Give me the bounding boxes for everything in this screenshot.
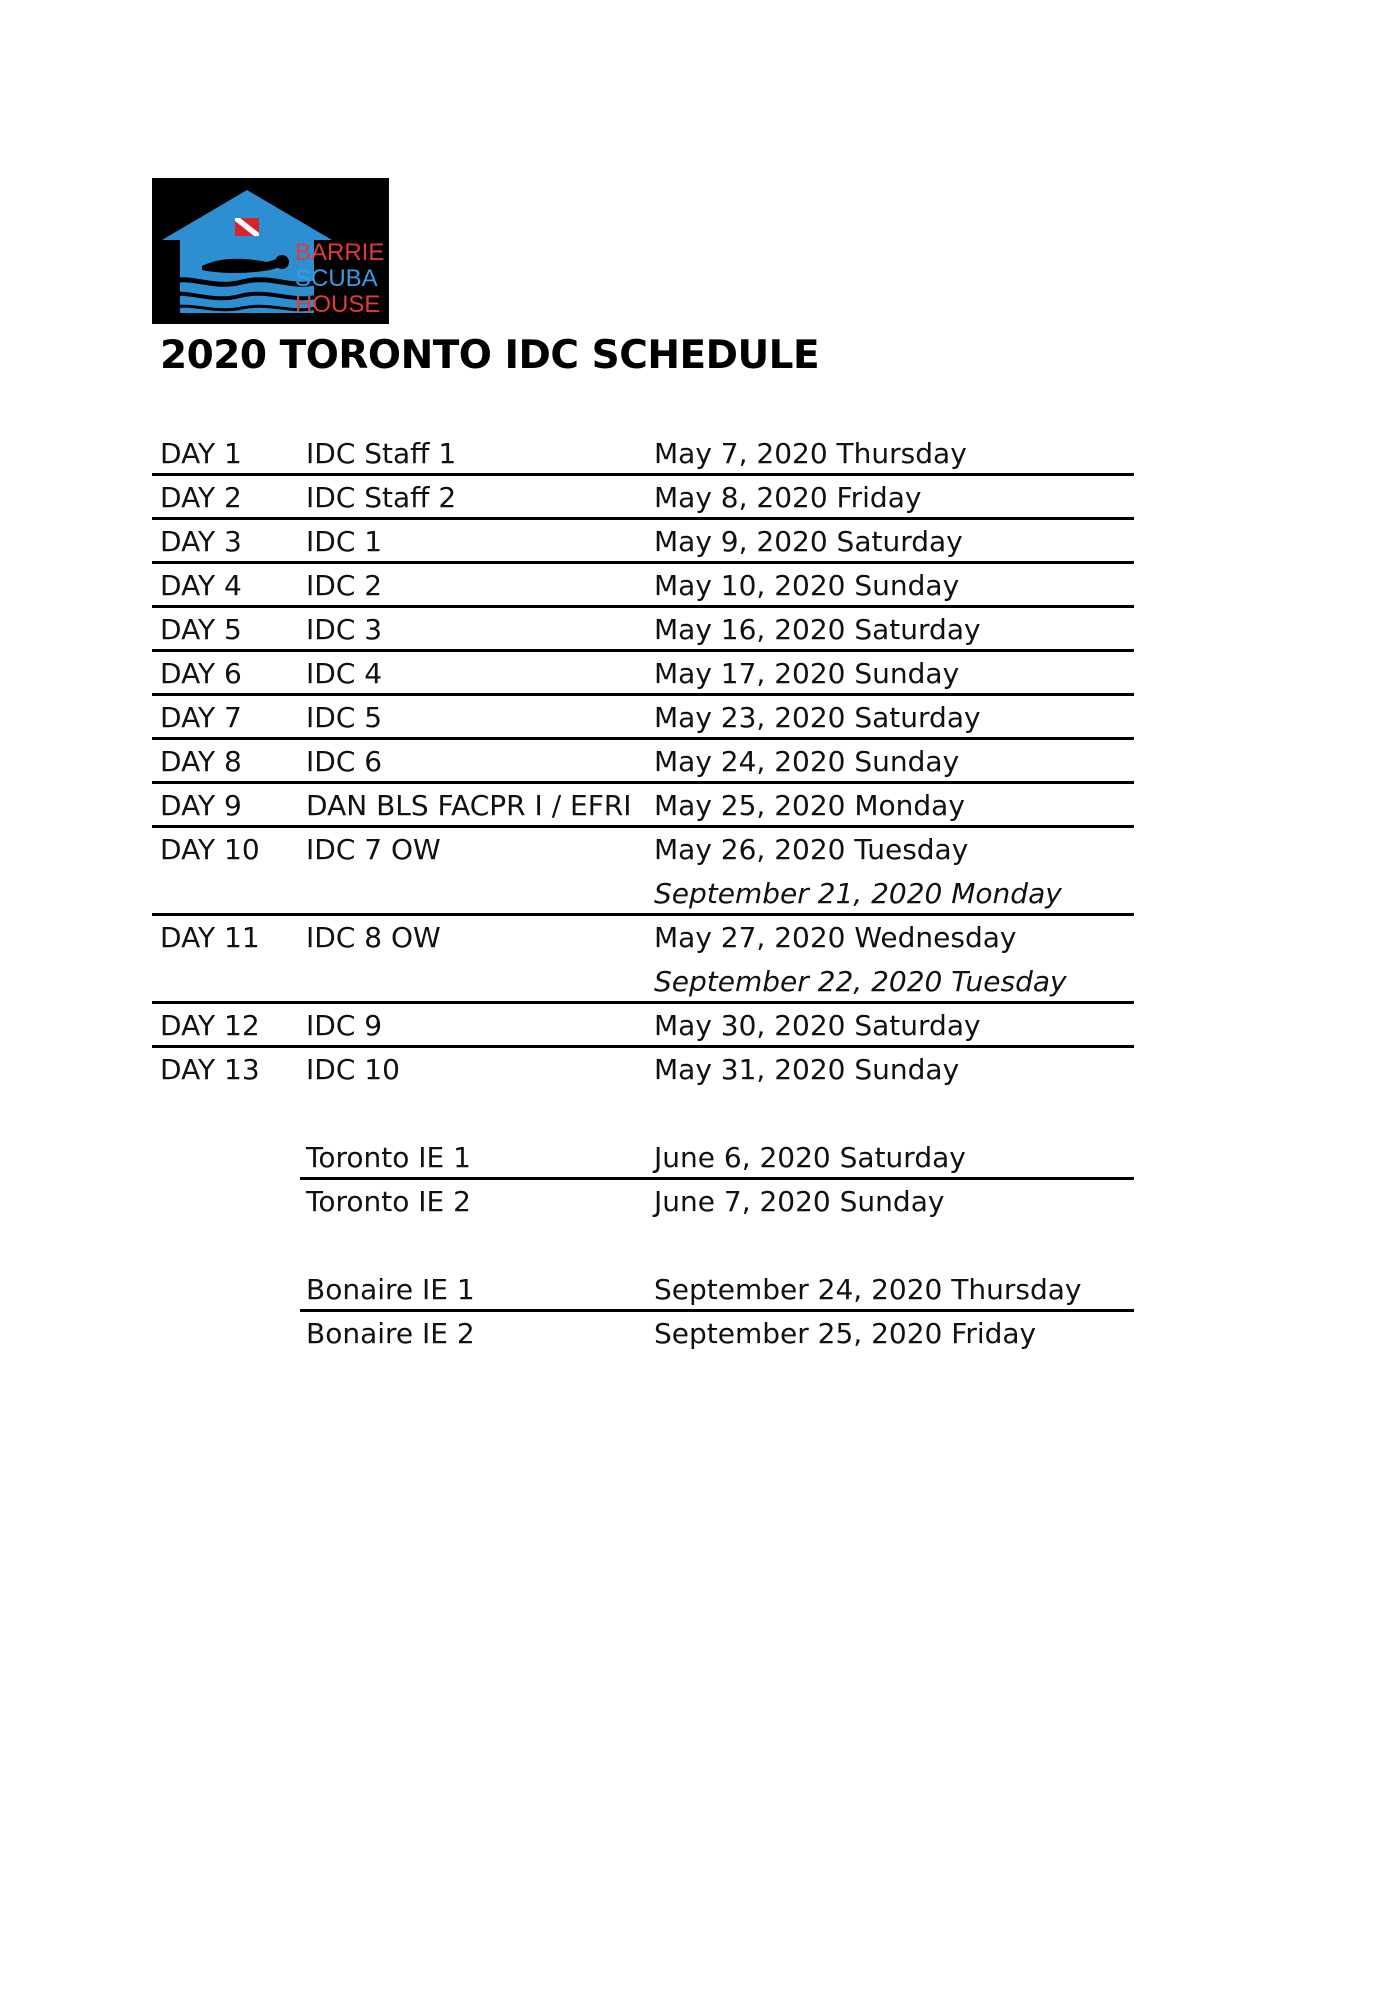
day-label: DAY 13: [160, 1053, 260, 1086]
session-name: Bonaire IE 2: [306, 1317, 475, 1350]
session-name: IDC Staff 2: [306, 481, 457, 514]
schedule-row-day-7: [152, 696, 1134, 740]
day-label: DAY 10: [160, 833, 260, 866]
day-label: DAY 7: [160, 701, 242, 734]
schedule-row-day-9: [152, 784, 1134, 828]
schedule-row-day-1: [152, 432, 1134, 476]
schedule-row-day-11-alt: [152, 960, 1134, 1004]
session-date: May 25, 2020 Monday: [654, 789, 965, 822]
session-date: June 6, 2020 Saturday: [654, 1141, 966, 1174]
session-date: May 10, 2020 Sunday: [654, 569, 960, 602]
session-name: IDC 4: [306, 657, 383, 690]
bonaire-ie-row-2: [300, 1312, 1134, 1356]
schedule-row-day-13: [152, 1048, 1134, 1092]
session-date: September 24, 2020 Thursday: [654, 1273, 1082, 1306]
dive-flag-icon: [235, 218, 259, 236]
session-date: May 16, 2020 Saturday: [654, 613, 981, 646]
session-name: IDC 3: [306, 613, 383, 646]
barrie-scuba-house-logo: [152, 178, 389, 324]
day-label: DAY 4: [160, 569, 242, 602]
session-date: May 9, 2020 Saturday: [654, 525, 963, 558]
session-name: Bonaire IE 1: [306, 1273, 475, 1306]
day-label: DAY 2: [160, 481, 242, 514]
schedule-row-day-10: [152, 828, 1134, 872]
session-name: IDC Staff 1: [306, 437, 457, 470]
logo-text-line-3: HOUSE: [295, 291, 381, 318]
day-label: DAY 8: [160, 745, 242, 778]
session-date: June 7, 2020 Sunday: [654, 1185, 945, 1218]
session-name: IDC 9: [306, 1009, 383, 1042]
session-date: May 30, 2020 Saturday: [654, 1009, 981, 1042]
schedule-row-day-12: [152, 1004, 1134, 1048]
session-name: DAN BLS FACPR I / EFRI: [306, 789, 632, 822]
schedule-row-day-8: [152, 740, 1134, 784]
schedule-row-day-3: [152, 520, 1134, 564]
session-name: IDC 1: [306, 525, 383, 558]
schedule-row-day-4: [152, 564, 1134, 608]
session-alt-date: September 22, 2020 Tuesday: [654, 965, 1067, 998]
schedule-row-day-6: [152, 652, 1134, 696]
session-name: IDC 7 OW: [306, 833, 441, 866]
session-date: September 25, 2020 Friday: [654, 1317, 1037, 1350]
session-date: May 27, 2020 Wednesday: [654, 921, 1017, 954]
day-label: DAY 9: [160, 789, 242, 822]
session-name: IDC 2: [306, 569, 383, 602]
session-name: IDC 10: [306, 1053, 400, 1086]
day-label: DAY 5: [160, 613, 242, 646]
schedule-row-day-5: [152, 608, 1134, 652]
session-date: May 24, 2020 Sunday: [654, 745, 960, 778]
day-label: DAY 1: [160, 437, 242, 470]
schedule-row-day-2: [152, 476, 1134, 520]
session-name: IDC 8 OW: [306, 921, 441, 954]
toronto-ie-row-2: [300, 1180, 1134, 1224]
session-date: May 31, 2020 Sunday: [654, 1053, 960, 1086]
day-label: DAY 6: [160, 657, 242, 690]
session-date: May 17, 2020 Sunday: [654, 657, 960, 690]
session-alt-date: September 21, 2020 Monday: [654, 877, 1062, 910]
page-title: 2020 TORONTO IDC SCHEDULE: [160, 333, 820, 378]
toronto-ie-row-1: [300, 1136, 1134, 1180]
schedule-row-day-10-alt: [152, 872, 1134, 916]
session-date: May 8, 2020 Friday: [654, 481, 922, 514]
session-date: May 26, 2020 Tuesday: [654, 833, 969, 866]
schedule-row-day-11: [152, 916, 1134, 960]
day-label: DAY 12: [160, 1009, 260, 1042]
session-name: Toronto IE 1: [306, 1141, 471, 1174]
day-label: DAY 11: [160, 921, 260, 954]
logo-text-line-2: SCUBA: [295, 265, 378, 292]
session-date: May 23, 2020 Saturday: [654, 701, 981, 734]
session-name: IDC 5: [306, 701, 383, 734]
logo-text-line-1: BARRIE: [295, 239, 385, 266]
session-name: IDC 6: [306, 745, 383, 778]
bonaire-ie-row-1: [300, 1268, 1134, 1312]
day-label: DAY 3: [160, 525, 242, 558]
session-name: Toronto IE 2: [306, 1185, 471, 1218]
session-date: May 7, 2020 Thursday: [654, 437, 967, 470]
